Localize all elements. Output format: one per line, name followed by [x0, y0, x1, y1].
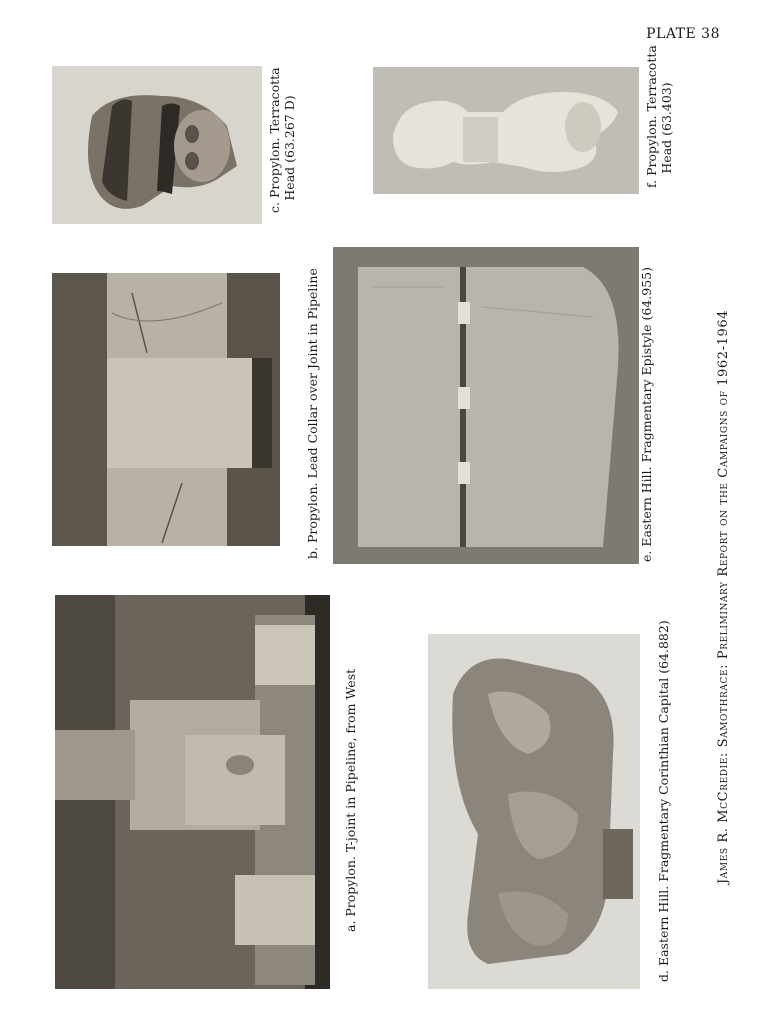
caption-c-line1: c. Propylon. Terracotta [267, 67, 282, 213]
caption-e: e. Eastern Hill. Fragmentary Epistyle (64.955) [639, 267, 654, 562]
caption-a: a. Propylon. T-joint in Pipeline, from West [343, 668, 358, 932]
photo-t-joint-a [55, 595, 330, 989]
photo-epistyle-e [333, 247, 639, 564]
caption-f-line2: Head (63.403) [659, 82, 674, 174]
caption-c [267, 67, 303, 213]
photo-terracotta-head-f [373, 67, 639, 194]
photo-lead-collar-b [52, 273, 280, 546]
caption-c-line2: Head (63.267 D) [282, 95, 297, 201]
running-footer: James R. McCredie: Samothrace: Preliminary Report on the Campaigns of 1962-1964 [716, 309, 731, 884]
caption-f-line1: f. Propylon. Terracotta [644, 45, 659, 188]
caption-f [644, 45, 680, 188]
caption-d: d. Eastern Hill. Fragmentary Corinthian Capital (64.882) [656, 620, 671, 982]
plate-number: PLATE 38 [646, 26, 720, 42]
photo-terracotta-head-c [52, 66, 262, 224]
photo-corinthian-capital-d [428, 634, 640, 989]
caption-b: b. Propylon. Lead Collar over Joint in Pipeline [305, 268, 320, 559]
